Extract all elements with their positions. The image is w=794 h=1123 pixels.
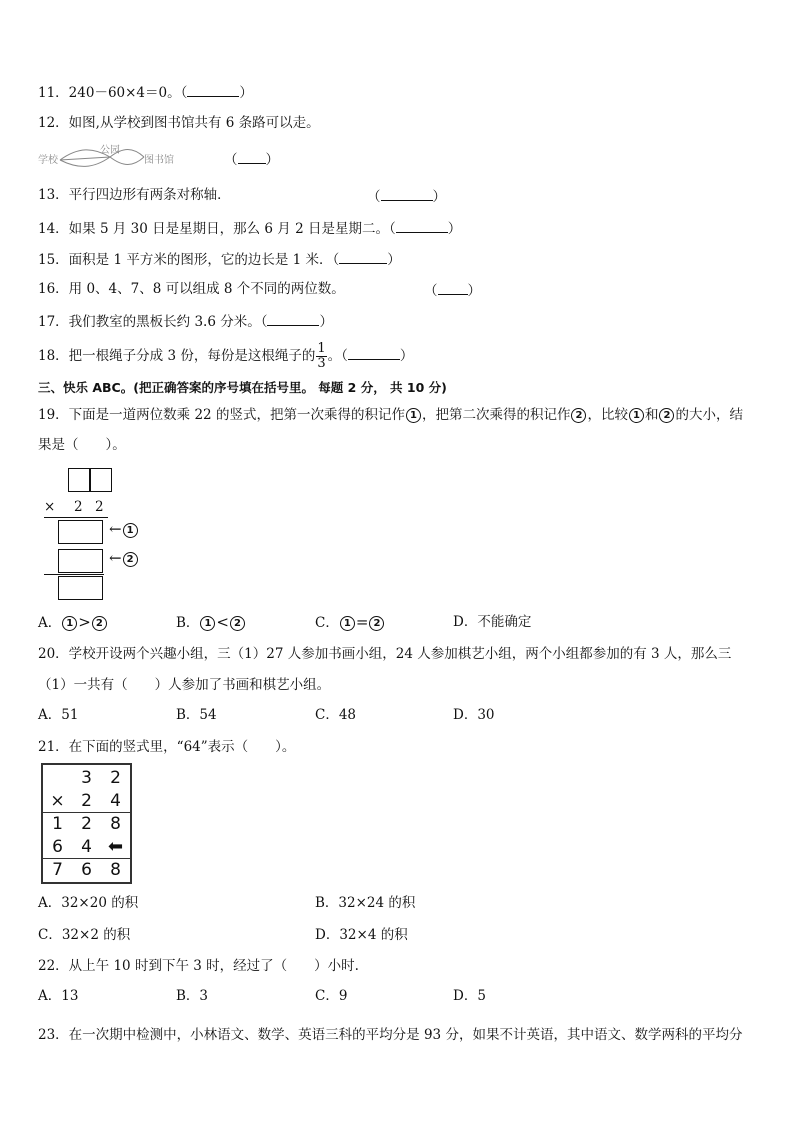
- q15-text: 15．面积是 1 平方米的图形，它的边长是 1 米．（: [38, 252, 340, 268]
- question-15: 15．面积是 1 平方米的图形，它的边长是 1 米．（ ）: [38, 249, 401, 269]
- divider: [44, 517, 108, 518]
- product-box-1: [58, 520, 103, 544]
- answer-blank[interactable]: [339, 249, 387, 264]
- question-20-line2: （1）一共有（ ）人参加了书画和棋艺小组。: [38, 677, 331, 693]
- option-a[interactable]: A．32×20 的积: [38, 895, 139, 911]
- option-a[interactable]: A． 1 > 2: [38, 613, 108, 632]
- park-label: 公园: [100, 145, 120, 156]
- label-arrow-1: ← 1: [109, 520, 139, 538]
- library-label: 图书馆: [144, 155, 174, 166]
- multiplier-digit: 2: [74, 499, 83, 515]
- divider: [44, 574, 104, 575]
- circled-1: 1: [629, 408, 644, 423]
- grid-cell: ×: [50, 791, 65, 811]
- grid-cell: 2: [81, 814, 92, 834]
- question-14: 14．如果 5 月 30 日是星期日，那么 6 月 2 日是星期二。（ ）: [38, 218, 461, 238]
- multiplier-digit: 2: [95, 499, 104, 515]
- grid-cell: 6: [52, 837, 63, 857]
- section-3-heading: 三、快乐 ABC。(把正确答案的序号填在括号里。 每题 2 分， 共 10 分): [38, 380, 447, 395]
- q11-text: 11．240－60×4＝0。（: [38, 85, 188, 101]
- grid-cell: 1: [52, 814, 63, 834]
- q17-text: 17．我们教室的黑板长约 3.6 分米。（: [38, 314, 268, 330]
- q13-text: 13．平行四边形有两条对称轴．: [38, 187, 231, 203]
- answer-blank[interactable]: [438, 280, 468, 295]
- question-19-line1: 19．下面是一道两位数乘 22 的竖式，把第一次乘得的积记作 1 ，把第二次乘得的积记作 2 ，比较 1 和 2 的大小，结: [38, 407, 743, 423]
- q12-text: 12．如图,从学校到图书馆共有 6 条路可以走。: [38, 115, 320, 131]
- school-label: 学校: [38, 155, 58, 166]
- answer-blank[interactable]: [396, 218, 448, 233]
- product-box-2: [58, 549, 103, 573]
- times-sign: ×: [44, 499, 56, 515]
- circled-2: 2: [659, 408, 674, 423]
- sum-box: [58, 576, 103, 600]
- digit-box: [90, 468, 112, 492]
- question-23: 23．在一次期中检测中，小林语文、数学、英语三科的平均分是 93 分，如果不计英语，其中语文、数学两科的平均分: [38, 1027, 743, 1043]
- answer-blank[interactable]: [187, 82, 239, 97]
- option-c[interactable]: C．48: [315, 707, 357, 723]
- option-c[interactable]: C．32×2 的积: [38, 927, 131, 943]
- question-21: 21．在下面的竖式里，“64”表示（ ）。: [38, 739, 296, 755]
- circled-1: 1: [406, 408, 421, 423]
- answer-blank[interactable]: [381, 186, 433, 201]
- option-d[interactable]: D．5: [453, 988, 486, 1004]
- multiplication-table: [41, 763, 132, 884]
- option-b[interactable]: B．32×24 的积: [315, 895, 416, 911]
- question-13: [38, 186, 231, 204]
- grid-cell: 4: [81, 837, 92, 857]
- answer-blank[interactable]: [238, 149, 266, 164]
- option-d[interactable]: D．不能确定: [453, 614, 532, 630]
- option-d[interactable]: D．30: [453, 707, 495, 723]
- grid-cell: 8: [110, 814, 121, 834]
- grid-cell: 4: [110, 791, 121, 811]
- q16-text: 16．用 0、4、7、8 可以组成 8 个不同的两位数。: [38, 281, 345, 297]
- q13-answer: （ ）: [367, 186, 446, 206]
- option-b[interactable]: B．54: [176, 707, 217, 723]
- question-19-line2: 果是（ ）。: [38, 437, 126, 453]
- grid-cell: 2: [81, 791, 92, 811]
- option-b[interactable]: B．3: [176, 988, 209, 1004]
- question-12: [38, 114, 320, 132]
- digit-box: [68, 468, 90, 492]
- option-b[interactable]: B． 1 < 2: [176, 613, 246, 632]
- grid-cell: 3: [81, 768, 92, 788]
- q18-text: 18．把一根绳子分成 3 份，每份是这根绳子的: [38, 348, 316, 364]
- q12-answer: （ ）: [224, 149, 279, 169]
- answer-blank[interactable]: [348, 345, 400, 360]
- grid-cell: 6: [81, 860, 92, 880]
- q14-text: 14．如果 5 月 30 日是星期日，那么 6 月 2 日是星期二。（: [38, 221, 396, 237]
- option-a[interactable]: A．13: [38, 988, 79, 1004]
- question-17: 17．我们教室的黑板长约 3.6 分米。（ ）: [38, 311, 333, 331]
- q16-answer: （ ）: [424, 280, 481, 300]
- option-c[interactable]: C．9: [315, 988, 348, 1004]
- option-c[interactable]: C． 1 = 2: [315, 613, 385, 632]
- answer-blank[interactable]: [267, 311, 319, 326]
- label-arrow-2: ← 2: [109, 549, 139, 567]
- question-22: 22．从上午 10 时到下午 3 时，经过了（ ）小时.: [38, 958, 359, 974]
- question-20-line1: 20．学校开设两个兴趣小组，三（1）27 人参加书画小组，24 人参加棋艺小组，两个小组都参加的有 3 人，那么三: [38, 646, 732, 662]
- grid-cell: 2: [110, 768, 121, 788]
- option-a[interactable]: A．51: [38, 707, 79, 723]
- left-arrow-icon: ⬅: [107, 836, 124, 857]
- grid-cell: 7: [52, 860, 63, 880]
- question-16: [38, 280, 345, 298]
- option-d[interactable]: D．32×4 的积: [315, 927, 408, 943]
- question-18: 18．把一根绳子分成 3 份，每份是这根绳子的 $\frac{1}{3}$ 。（ ）: [38, 341, 414, 371]
- question-11: 11．240－60×4＝0。（ ）: [38, 82, 253, 102]
- route-diagram: [38, 143, 183, 169]
- fraction-one-third: $\frac{1}{3}$: [317, 341, 326, 371]
- circled-2: 2: [571, 408, 586, 423]
- grid-cell: 8: [110, 860, 121, 880]
